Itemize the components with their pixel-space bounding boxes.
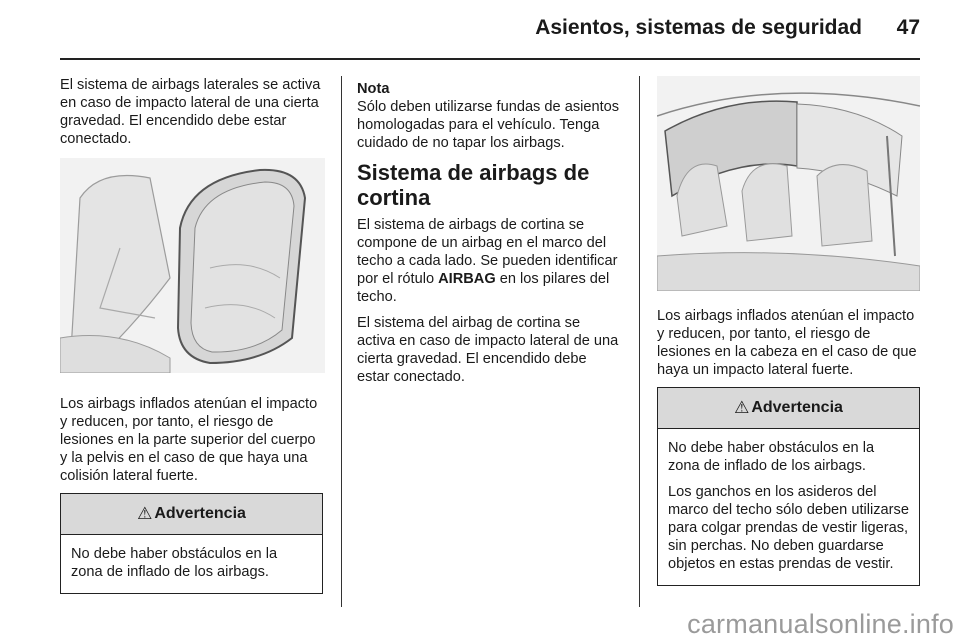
warning-box-1	[60, 493, 323, 594]
page-header	[0, 0, 960, 62]
side-airbag-caption: Los airbags inflados atenúan el impacto y reducen, por tanto, el riesgo de lesiones en la parte superior del cuerpo y la pelvis en el caso de que haya una colisión lateral fuerte.	[60, 396, 318, 484]
warning-header-1	[61, 494, 322, 535]
warning-icon: ⚠	[734, 398, 750, 417]
curtain-airbag-activation: El sistema del airbag de cortina se activa en caso de impacto lateral de una cierta gravedad. El encendido debe estar conectado.	[357, 315, 619, 385]
warning-text-1: No debe haber obstáculos en la zona de inflado de los airbags.	[71, 546, 278, 580]
curtain-airbag-description	[357, 216, 622, 306]
column-1	[60, 76, 325, 594]
car-interior-drawing	[657, 76, 920, 291]
airbag-label: AIRBAG	[438, 271, 496, 287]
warning-title-1: Advertencia	[154, 505, 246, 522]
page-title: Asientos, sistemas de seguridad	[535, 16, 862, 39]
warning-box-2	[657, 387, 920, 586]
curtain-airbag-caption: Los airbags inflados atenúan el impacto y reducen, por tanto, el riesgo de lesiones en la cabeza en el caso de que haya un impacto lateral fuerte.	[657, 308, 917, 378]
watermark: carmanualsonline.info	[687, 609, 954, 639]
note-text: Sólo deben utilizarse fundas de asientos homologadas para el vehículo. Tenga cuidado de no tapar los airbags.	[357, 99, 620, 151]
curtain-airbag-illustration	[657, 76, 920, 291]
column-divider-1	[341, 76, 342, 607]
column-3	[657, 76, 920, 586]
section-heading: Sistema de airbags de cortina	[357, 160, 590, 210]
warning-title-2: Advertencia	[751, 399, 843, 416]
warning-icon: ⚠	[137, 504, 153, 523]
warning-text-2b: Los ganchos en los asideros del marco del techo sólo deben utilizarse para colgar prendas de vestir ligeras, sin perchas. No deben guardarse objetos en estas prendas de vestir.	[668, 484, 909, 572]
side-airbag-illustration	[60, 158, 325, 373]
warning-body-1	[61, 535, 322, 593]
curtain-text-b: en los pilares del techo.	[357, 271, 610, 305]
warning-header-2	[658, 388, 919, 429]
curtain-text-a: El sistema de airbags de cortina se compone de un airbag en el marco del techo a cada lado. Se pueden identificar por el rótulo	[357, 217, 618, 287]
warning-body-2	[658, 429, 919, 585]
note-title: Nota	[357, 81, 390, 97]
page-number: 47	[896, 16, 920, 39]
side-airbag-intro: El sistema de airbags laterales se activa en caso de impacto lateral de una cierta gravedad. El encendido debe estar conectado.	[60, 77, 321, 147]
column-2	[357, 76, 622, 394]
column-divider-2	[639, 76, 640, 607]
warning-text-2a: No debe haber obstáculos en la zona de inflado de los airbags.	[668, 440, 875, 474]
seat-airbag-drawing	[60, 158, 325, 373]
header-divider	[60, 58, 920, 60]
